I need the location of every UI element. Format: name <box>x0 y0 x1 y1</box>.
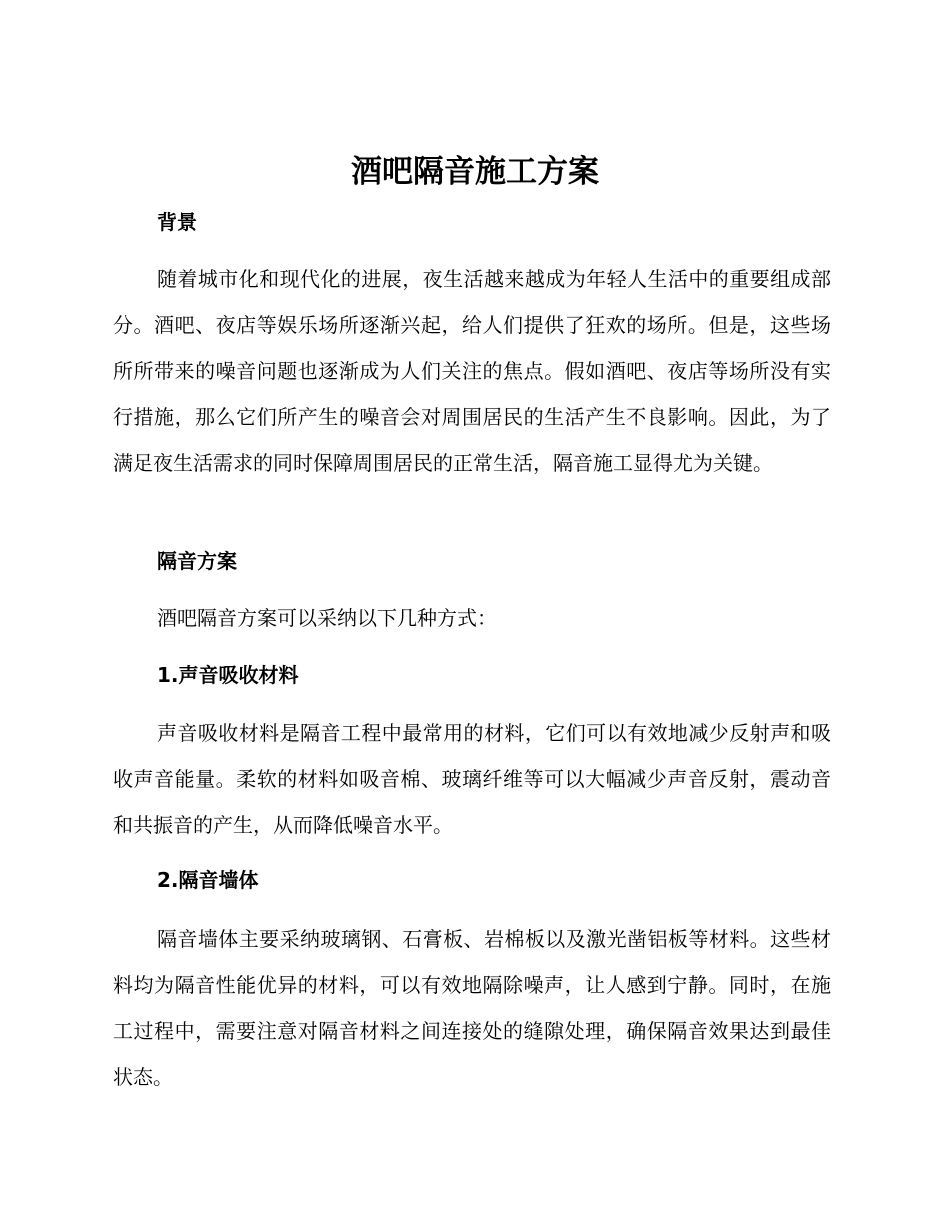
section-heading-absorption-materials: 1.声音吸收材料 <box>157 663 299 687</box>
soundproof-plan-intro: 酒吧隔音方案可以采纳以下几种方式： <box>157 606 497 630</box>
absorption-materials-paragraph: 声音吸收材料是隔音工程中最常用的材料，它们可以有效地减少反射声和吸收声音能量。柔软的材料如吸音棉、玻璃纤维等可以大幅减少声音反射，震动音和共振音的产生，从而降低噪音水平。 <box>113 721 831 837</box>
background-paragraph: 随着城市化和现代化的进展，夜生活越来越成为年轻人生活中的重要组成部分。酒吧、夜店等娱乐场所逐渐兴起，给人们提供了狂欢的场所。但是，这些场所所带来的噪音问题也逐渐成为人们关注的焦点。假如酒吧、夜店等场所没有实行措施，那么它们所产生的噪音会对周围居民的生活产生不良影响。因此，为了满足夜生活需求的同时保障周围居民的正常生活，隔音施工显得尤为关键。 <box>113 267 831 475</box>
section-heading-soundproof-walls: 2.隔音墙体 <box>157 868 259 892</box>
soundproof-walls-paragraph: 隔音墙体主要采纳玻璃钢、石膏板、岩棉板以及激光凿铝板等材料。这些材料均为隔音性能优异的材料，可以有效地隔除噪声，让人感到宁静。同时，在施工过程中，需要注意对隔音材料之间连接处的缝隙处理，确保隔音效果达到最佳状态。 <box>113 927 831 1089</box>
document-title: 酒吧隔音施工方案 <box>351 154 599 190</box>
section-heading-background: 背景 <box>157 210 197 234</box>
section-heading-soundproof-plan: 隔音方案 <box>157 549 237 573</box>
